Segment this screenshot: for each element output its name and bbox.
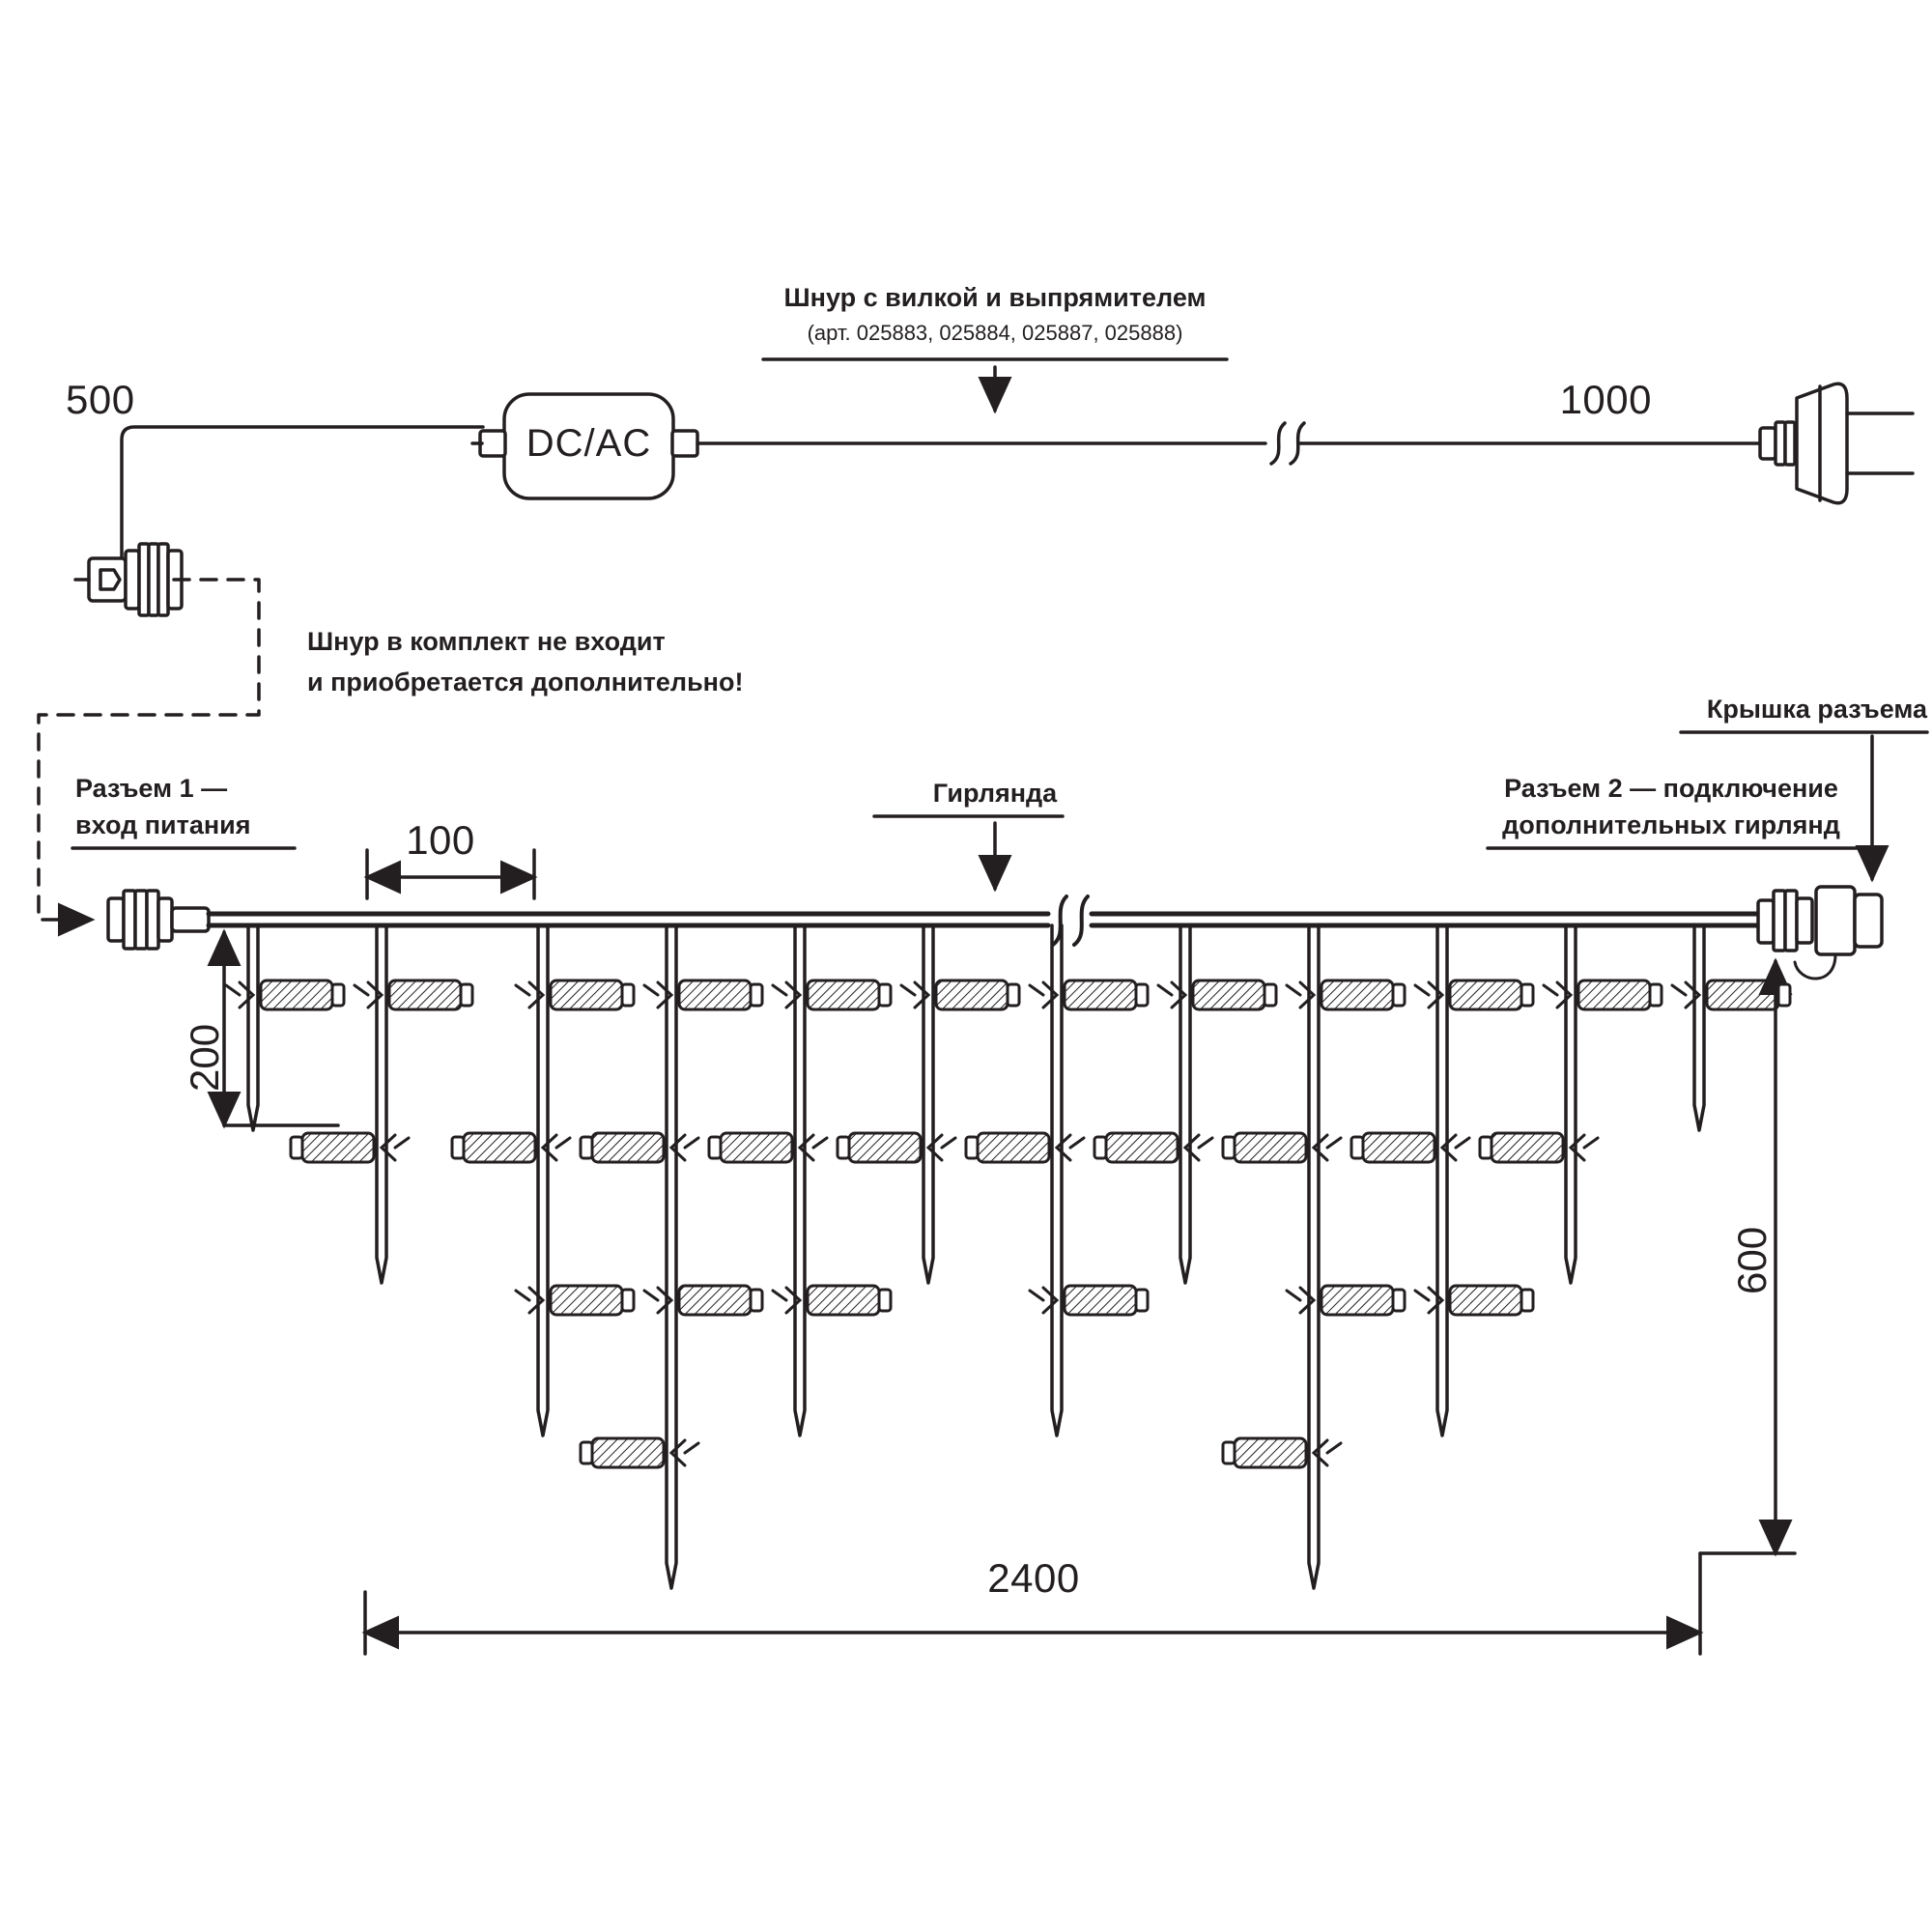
icicle-drop	[452, 925, 634, 1435]
led-lamp	[1223, 1438, 1341, 1467]
led-lamp	[291, 1133, 409, 1162]
dimension-100-label: 100	[406, 817, 475, 863]
cord-not-included-line1: Шнур в комплект не входит	[307, 627, 666, 656]
led-lamp	[1030, 980, 1148, 1009]
led-lamp	[1094, 1133, 1212, 1162]
led-lamp	[966, 1133, 1084, 1162]
led-lamp	[644, 980, 762, 1009]
led-lamp	[1672, 980, 1790, 1009]
led-lamp	[1544, 980, 1662, 1009]
connector1-label-line2: вход питания	[75, 810, 251, 839]
connector-cap-label: Крышка разъема	[1706, 695, 1927, 724]
led-lamp	[355, 980, 472, 1009]
cord-not-included-line2: и приобретается дополнительно!	[307, 668, 744, 696]
connector2-label-line2: дополнительных гирлянд	[1502, 810, 1840, 839]
dimension-600-label: 600	[1729, 1226, 1775, 1294]
led-lamp	[1415, 980, 1533, 1009]
dimension-2400-label: 2400	[987, 1555, 1080, 1601]
led-lamp	[516, 980, 634, 1009]
dimension-500-label: 500	[66, 377, 135, 422]
led-lamp	[1030, 1286, 1148, 1315]
dimension-200-label: 200	[182, 1023, 227, 1092]
led-lamp	[226, 980, 344, 1009]
led-lamp	[1287, 1286, 1405, 1315]
dcac-box-label: DC/AC	[526, 422, 652, 465]
connector2-label-line1: Разъем 2 — подключение	[1504, 774, 1838, 803]
icicle-drop	[226, 925, 344, 1130]
icicle-drop	[581, 925, 762, 1588]
cord-articles-label: (арт. 025883, 025884, 025887, 025888)	[807, 321, 1183, 345]
led-lamp	[644, 1286, 762, 1315]
led-lamp	[709, 1133, 827, 1162]
led-lamp	[1287, 980, 1405, 1009]
led-lamp	[1351, 1133, 1469, 1162]
led-lamp	[1480, 1133, 1598, 1162]
connector1-label-line1: Разъем 1 —	[75, 774, 228, 803]
led-lamp	[581, 1133, 698, 1162]
led-lamp	[516, 1286, 634, 1315]
icicle-drop	[1223, 925, 1405, 1588]
led-lamp	[1158, 980, 1276, 1009]
led-lamp	[901, 980, 1019, 1009]
cord-title-label: Шнур с вилкой и выпрямителем	[783, 283, 1207, 312]
led-lamp	[773, 1286, 891, 1315]
garland-label: Гирлянда	[932, 779, 1058, 808]
led-lamp	[1415, 1286, 1533, 1315]
led-lamp	[773, 980, 891, 1009]
led-lamp	[1223, 1133, 1341, 1162]
led-lamp	[838, 1133, 955, 1162]
led-lamp	[581, 1438, 698, 1467]
led-lamp	[452, 1133, 570, 1162]
dimension-1000-label: 1000	[1559, 377, 1652, 422]
icicle-drop	[1672, 925, 1790, 1130]
